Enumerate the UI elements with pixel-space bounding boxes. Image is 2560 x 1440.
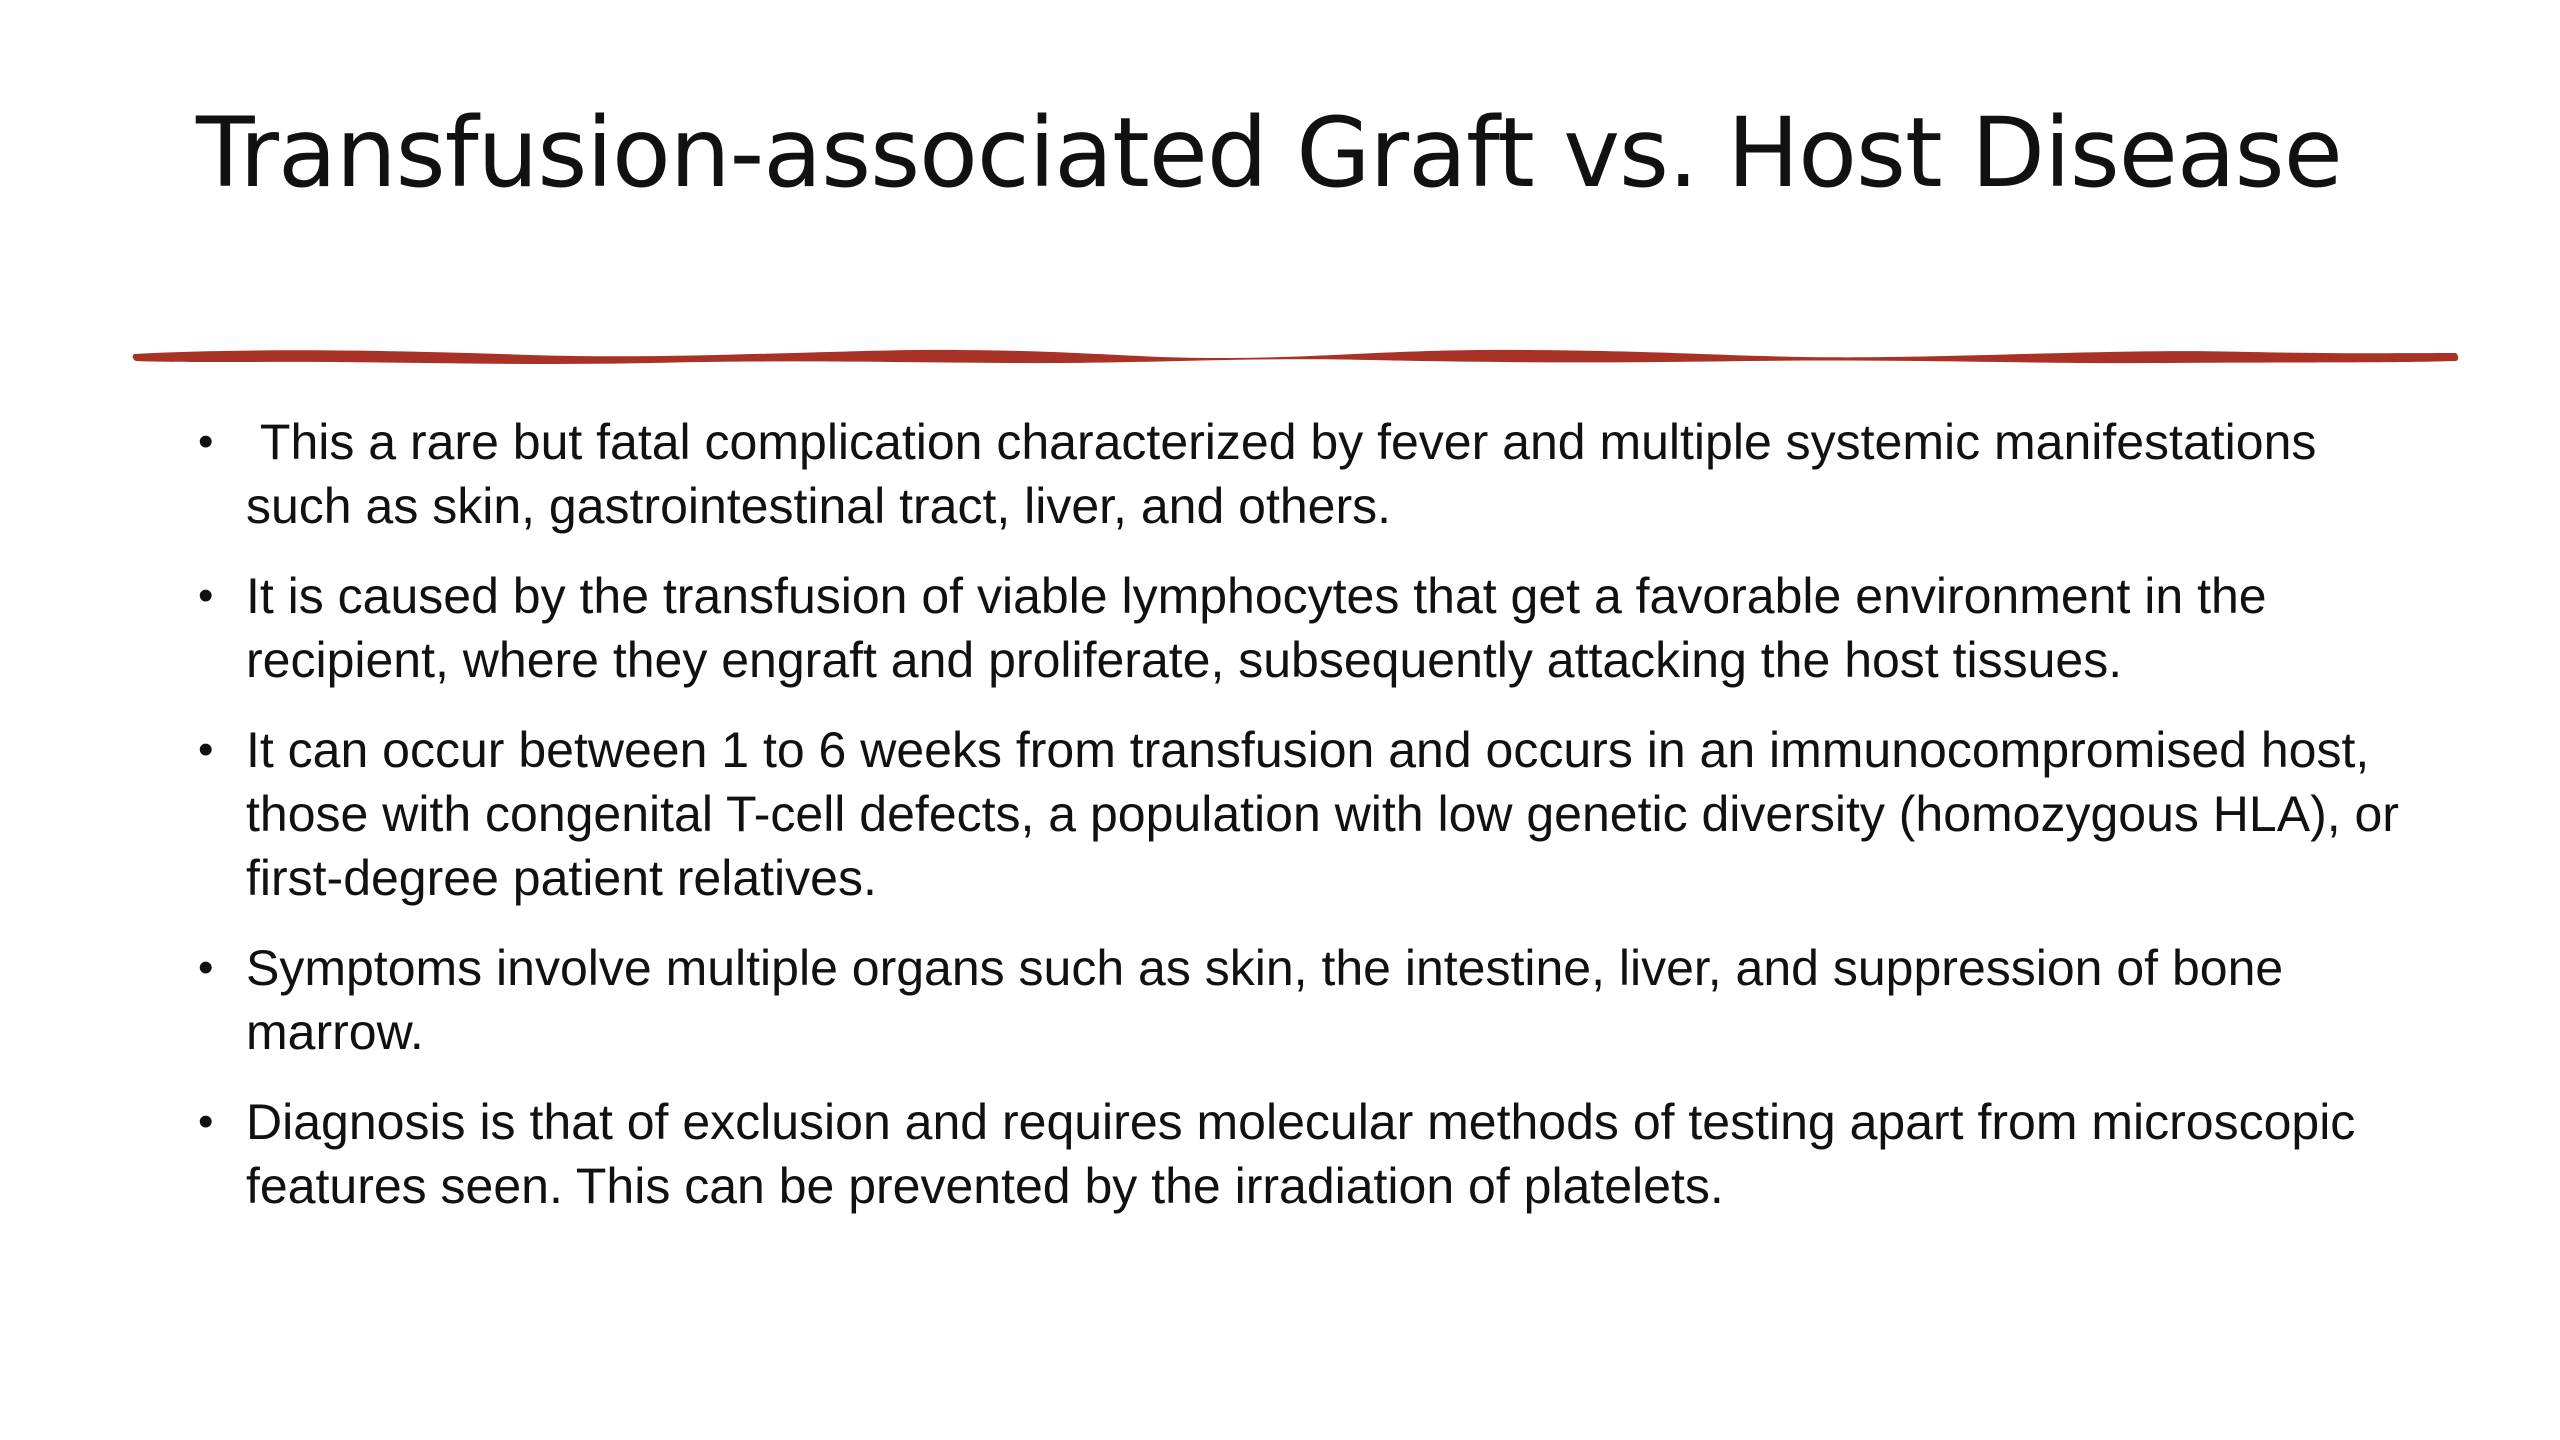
bullet-text: It is caused by the transfusion of viable lymphocytes that get a favorable environment in the recipient, where they engraft and proliferate, subsequently attacking the host tissues. — [246, 568, 2267, 688]
bullet-text: Diagnosis is that of exclusion and requires molecular methods of testing apart from microscopic features seen. This can be prevented by the irradiation of platelets. — [246, 1094, 2356, 1214]
bullet-item — [196, 1090, 2416, 1218]
title-underline-brush-stroke — [130, 336, 2460, 376]
bullet-list — [196, 410, 2416, 1244]
bullet-text: Symptoms involve multiple organs such as skin, the intestine, liver, and suppression of bone marrow. — [246, 940, 2284, 1060]
bullet-marker: • — [198, 943, 214, 992]
bullet-marker: • — [198, 725, 214, 774]
brush-stroke-path — [133, 350, 2459, 364]
bullet-item — [196, 564, 2416, 692]
bullet-text: This a rare but fatal complication characterized by fever and multiple systemic manifestations such as skin, gastrointestinal tract, liver, and others. — [246, 414, 2331, 534]
slide-title: Transfusion-associated Graft vs. Host Disease — [196, 97, 2342, 209]
bullet-item — [196, 410, 2416, 538]
bullet-text: It can occur between 1 to 6 weeks from transfusion and occurs in an immunocompromised host, those with congenital T-cell defects, a population with low genetic diversity (homozygous HLA), or first-degree patient relatives. — [246, 722, 2399, 906]
bullet-item — [196, 936, 2416, 1064]
bullet-marker: • — [198, 1097, 214, 1146]
bullet-marker: • — [198, 571, 214, 620]
bullet-item — [196, 718, 2416, 910]
bullet-marker: • — [198, 417, 214, 466]
